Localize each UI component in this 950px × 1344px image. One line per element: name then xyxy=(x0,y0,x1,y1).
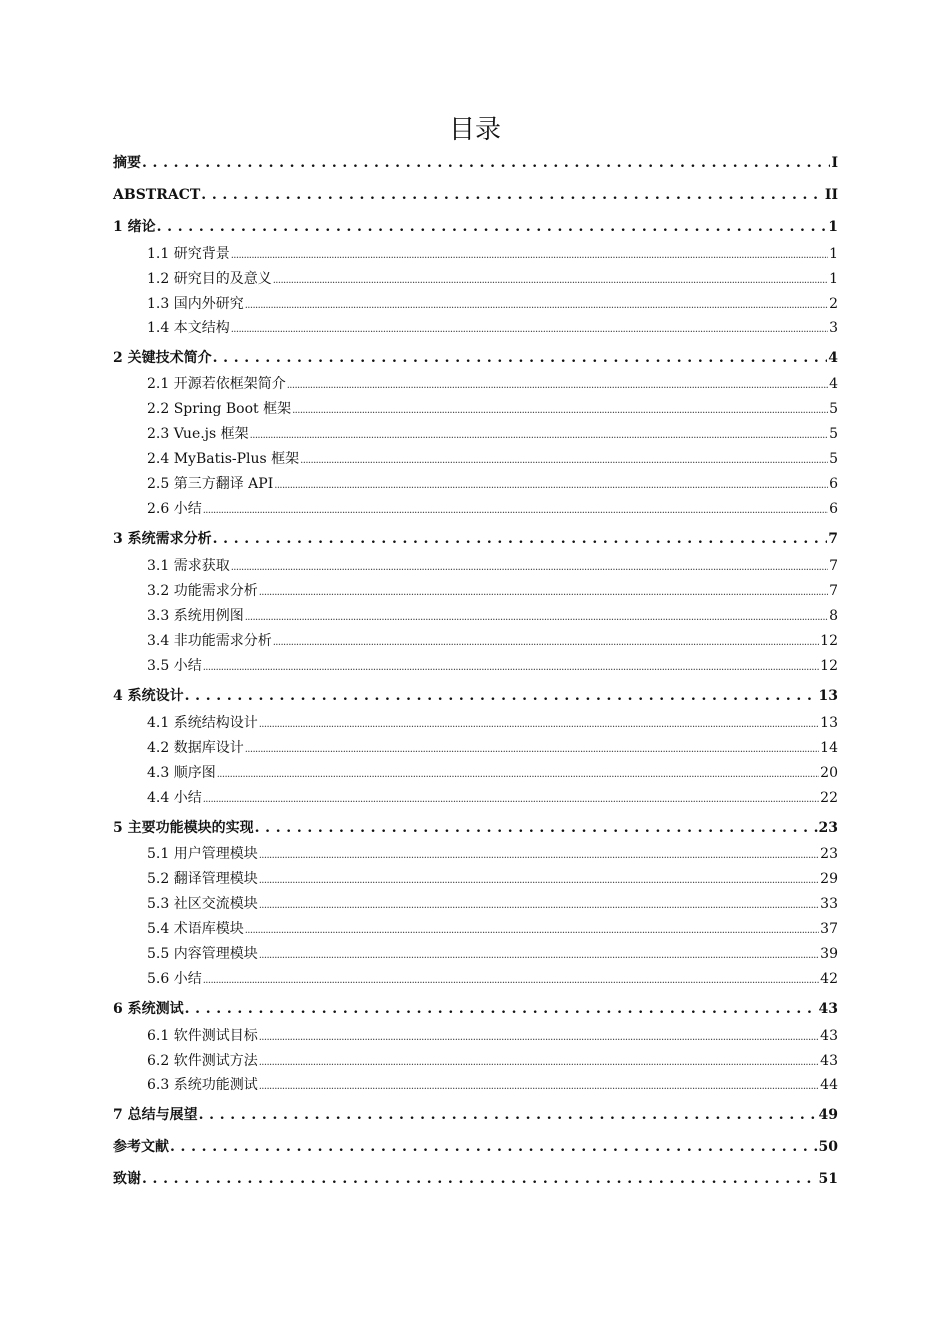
toc-entry-page-number: 4 xyxy=(829,376,838,392)
toc-entry-page-number: I xyxy=(831,155,838,171)
toc-entry-page-number: 12 xyxy=(820,633,838,649)
toc-entry[interactable] xyxy=(147,713,838,733)
toc-entry-label: 5.4 术语库模块 xyxy=(147,921,244,937)
toc-entry[interactable] xyxy=(113,1136,838,1158)
toc-entry[interactable] xyxy=(147,969,838,989)
toc-entry-page-number: 6 xyxy=(829,501,838,517)
toc-entry-label: 4.3 顺序图 xyxy=(147,765,216,781)
dot-leader xyxy=(245,606,828,628)
toc-entry-label: 3 系统需求分析 xyxy=(113,531,212,547)
toc-entry[interactable] xyxy=(147,318,838,338)
toc-entry-page-number: 3 xyxy=(829,320,838,336)
dot-leader xyxy=(259,1075,819,1097)
toc-entry[interactable] xyxy=(113,1168,838,1190)
toc-entry-page-number: 44 xyxy=(820,1077,838,1093)
dot-leader xyxy=(213,347,828,369)
toc-entry-label: 2.6 小结 xyxy=(147,501,202,517)
toc-entry[interactable] xyxy=(113,998,838,1020)
toc-entry-page-number: 8 xyxy=(829,608,838,624)
toc-entry-label: 1.4 本文结构 xyxy=(147,320,230,336)
toc-entry-page-number: 49 xyxy=(818,1107,838,1123)
toc-entry-label: 2 关键技术简介 xyxy=(113,350,212,366)
toc-entry-label: 5.3 社区交流模块 xyxy=(147,896,258,912)
toc-entry[interactable] xyxy=(147,556,838,576)
toc-entry-page-number: 20 xyxy=(820,765,838,781)
toc-entry[interactable] xyxy=(113,152,838,174)
toc-entry[interactable] xyxy=(147,869,838,889)
dot-leader xyxy=(259,894,819,916)
toc-entry[interactable] xyxy=(113,184,838,206)
toc-entry-page-number: 37 xyxy=(820,921,838,937)
toc-entry[interactable] xyxy=(113,528,838,550)
dot-leader xyxy=(203,656,819,678)
toc-entry-label: 4.1 系统结构设计 xyxy=(147,715,258,731)
toc-entry[interactable] xyxy=(147,788,838,808)
dot-leader xyxy=(259,1026,819,1048)
dot-leader xyxy=(292,399,828,421)
toc-entry-page-number: 7 xyxy=(829,558,838,574)
toc-entry[interactable] xyxy=(147,656,838,676)
dot-leader xyxy=(142,1168,818,1190)
toc-entry-label: 3.3 系统用例图 xyxy=(147,608,244,624)
toc-entry-page-number: 23 xyxy=(820,846,838,862)
dot-leader xyxy=(217,763,819,785)
toc-entry[interactable] xyxy=(147,763,838,783)
dot-leader xyxy=(273,269,828,291)
toc-entry[interactable] xyxy=(147,424,838,444)
dot-leader xyxy=(201,184,824,206)
toc-entry[interactable] xyxy=(147,244,838,264)
toc-entry[interactable] xyxy=(147,499,838,519)
dot-leader xyxy=(274,474,828,496)
toc-entry-label: 6.3 系统功能测试 xyxy=(147,1077,258,1093)
toc-entry-page-number: 51 xyxy=(818,1171,838,1187)
dot-leader xyxy=(273,631,819,653)
toc-entry-label: 2.5 第三方翻译 API xyxy=(147,476,274,492)
toc-entry-page-number: 43 xyxy=(820,1053,838,1069)
toc-entry[interactable] xyxy=(113,817,838,839)
toc-entry-label: 2.1 开源若依框架简介 xyxy=(147,376,286,392)
toc-entry[interactable] xyxy=(147,449,838,469)
dot-leader xyxy=(203,499,828,521)
toc-entry[interactable] xyxy=(147,844,838,864)
dot-leader xyxy=(199,1104,818,1126)
dot-leader xyxy=(250,424,828,446)
dot-leader xyxy=(231,244,828,266)
toc-entry[interactable] xyxy=(147,399,838,419)
toc-entry-label: 6.2 软件测试方法 xyxy=(147,1053,258,1069)
toc-entry-page-number: 13 xyxy=(820,715,838,731)
toc-entry-label: 摘要 xyxy=(113,155,141,171)
toc-entry-page-number: 5 xyxy=(829,401,838,417)
toc-entry-label: 5.1 用户管理模块 xyxy=(147,846,258,862)
toc-entry-page-number: 29 xyxy=(820,871,838,887)
dot-leader xyxy=(245,919,819,941)
toc-entry[interactable] xyxy=(113,685,838,707)
toc-entry-label: 4.2 数据库设计 xyxy=(147,740,244,756)
toc-entry-label: 4.4 小结 xyxy=(147,790,202,806)
toc-entry[interactable] xyxy=(113,1104,838,1126)
toc-entry[interactable] xyxy=(113,347,838,369)
toc-entry-page-number: 23 xyxy=(818,820,838,836)
toc-entry-label: 4 系统设计 xyxy=(113,688,184,704)
toc-entry[interactable] xyxy=(147,474,838,494)
toc-entry-page-number: 4 xyxy=(828,350,838,366)
toc-entry-page-number: 7 xyxy=(828,531,838,547)
toc-entry-label: ABSTRACT xyxy=(113,187,201,203)
toc-entry-page-number: 1 xyxy=(828,219,838,235)
dot-leader xyxy=(245,738,819,760)
toc-entry[interactable] xyxy=(147,1075,838,1095)
toc-entry[interactable] xyxy=(147,631,838,651)
dot-leader xyxy=(300,449,828,471)
dot-leader xyxy=(185,685,818,707)
dot-leader xyxy=(259,581,828,603)
toc-entry[interactable] xyxy=(147,581,838,601)
toc-entry-label: 5.2 翻译管理模块 xyxy=(147,871,258,887)
toc-entry-page-number: 1 xyxy=(829,271,838,287)
toc-entry-page-number: 42 xyxy=(820,971,838,987)
toc-entry[interactable] xyxy=(147,294,838,314)
toc-entry-page-number: 33 xyxy=(820,896,838,912)
toc-entry-page-number: 43 xyxy=(818,1001,838,1017)
dot-leader xyxy=(203,788,819,810)
toc-entry-page-number: 50 xyxy=(818,1139,838,1155)
dot-leader xyxy=(245,294,828,316)
toc-entry-label: 3.1 需求获取 xyxy=(147,558,230,574)
toc-title: 目录 xyxy=(448,115,501,145)
dot-leader xyxy=(259,1051,819,1073)
dot-leader xyxy=(170,1136,818,1158)
dot-leader xyxy=(203,969,819,991)
toc-entry[interactable] xyxy=(147,1051,838,1071)
toc-entry[interactable] xyxy=(147,374,838,394)
dot-leader xyxy=(157,216,828,238)
toc-entry-page-number: 39 xyxy=(820,946,838,962)
toc-entry[interactable] xyxy=(113,216,838,238)
toc-entry-label: 3.4 非功能需求分析 xyxy=(147,633,272,649)
dot-leader xyxy=(185,998,818,1020)
dot-leader xyxy=(255,817,818,839)
toc-entry[interactable] xyxy=(147,894,838,914)
toc-entry-label: 2.2 Spring Boot 框架 xyxy=(147,401,292,417)
toc-entry-page-number: II xyxy=(824,187,838,203)
dot-leader xyxy=(213,528,828,550)
toc-entry-label: 3.2 功能需求分析 xyxy=(147,583,258,599)
toc-entry-label: 1.3 国内外研究 xyxy=(147,296,244,312)
toc-entry-label: 致谢 xyxy=(113,1171,141,1187)
toc-entry-page-number: 22 xyxy=(820,790,838,806)
toc-entry-label: 6 系统测试 xyxy=(113,1001,184,1017)
toc-entry-label: 5.5 内容管理模块 xyxy=(147,946,258,962)
toc-entry-label: 3.5 小结 xyxy=(147,658,202,674)
toc-entry-page-number: 5 xyxy=(829,426,838,442)
toc-entry-label: 2.4 MyBatis-Plus 框架 xyxy=(147,451,300,467)
toc-entry[interactable] xyxy=(147,919,838,939)
dot-leader xyxy=(287,374,828,396)
toc-entry[interactable] xyxy=(147,269,838,289)
toc-entry[interactable] xyxy=(147,944,838,964)
toc-entry-page-number: 2 xyxy=(829,296,838,312)
toc-entry-label: 7 总结与展望 xyxy=(113,1107,198,1123)
toc-entry-page-number: 1 xyxy=(829,246,838,262)
dot-leader xyxy=(259,713,819,735)
toc-entry-label: 5.6 小结 xyxy=(147,971,202,987)
toc-entry-label: 1.1 研究背景 xyxy=(147,246,230,262)
toc-entry-page-number: 14 xyxy=(820,740,838,756)
toc-entry-page-number: 6 xyxy=(829,476,838,492)
toc-entry[interactable] xyxy=(147,1026,838,1046)
toc-entry-label: 1 绪论 xyxy=(113,219,156,235)
dot-leader xyxy=(259,869,819,891)
toc-entry-label: 5 主要功能模块的实现 xyxy=(113,820,254,836)
dot-leader xyxy=(231,318,828,340)
toc-entry-label: 1.2 研究目的及意义 xyxy=(147,271,272,287)
toc-entry-page-number: 7 xyxy=(829,583,838,599)
toc-entry[interactable] xyxy=(147,738,838,758)
dot-leader xyxy=(259,844,819,866)
dot-leader xyxy=(231,556,828,578)
toc-entry-page-number: 5 xyxy=(829,451,838,467)
toc-entry-page-number: 12 xyxy=(820,658,838,674)
toc-entry-page-number: 43 xyxy=(820,1028,838,1044)
dot-leader xyxy=(142,152,830,174)
dot-leader xyxy=(259,944,819,966)
toc-entry-label: 参考文献 xyxy=(113,1139,169,1155)
toc-entry-label: 2.3 Vue.js 框架 xyxy=(147,426,249,442)
toc-entry-label: 6.1 软件测试目标 xyxy=(147,1028,258,1044)
toc-entry[interactable] xyxy=(147,606,838,626)
toc-entry-page-number: 13 xyxy=(818,688,838,704)
